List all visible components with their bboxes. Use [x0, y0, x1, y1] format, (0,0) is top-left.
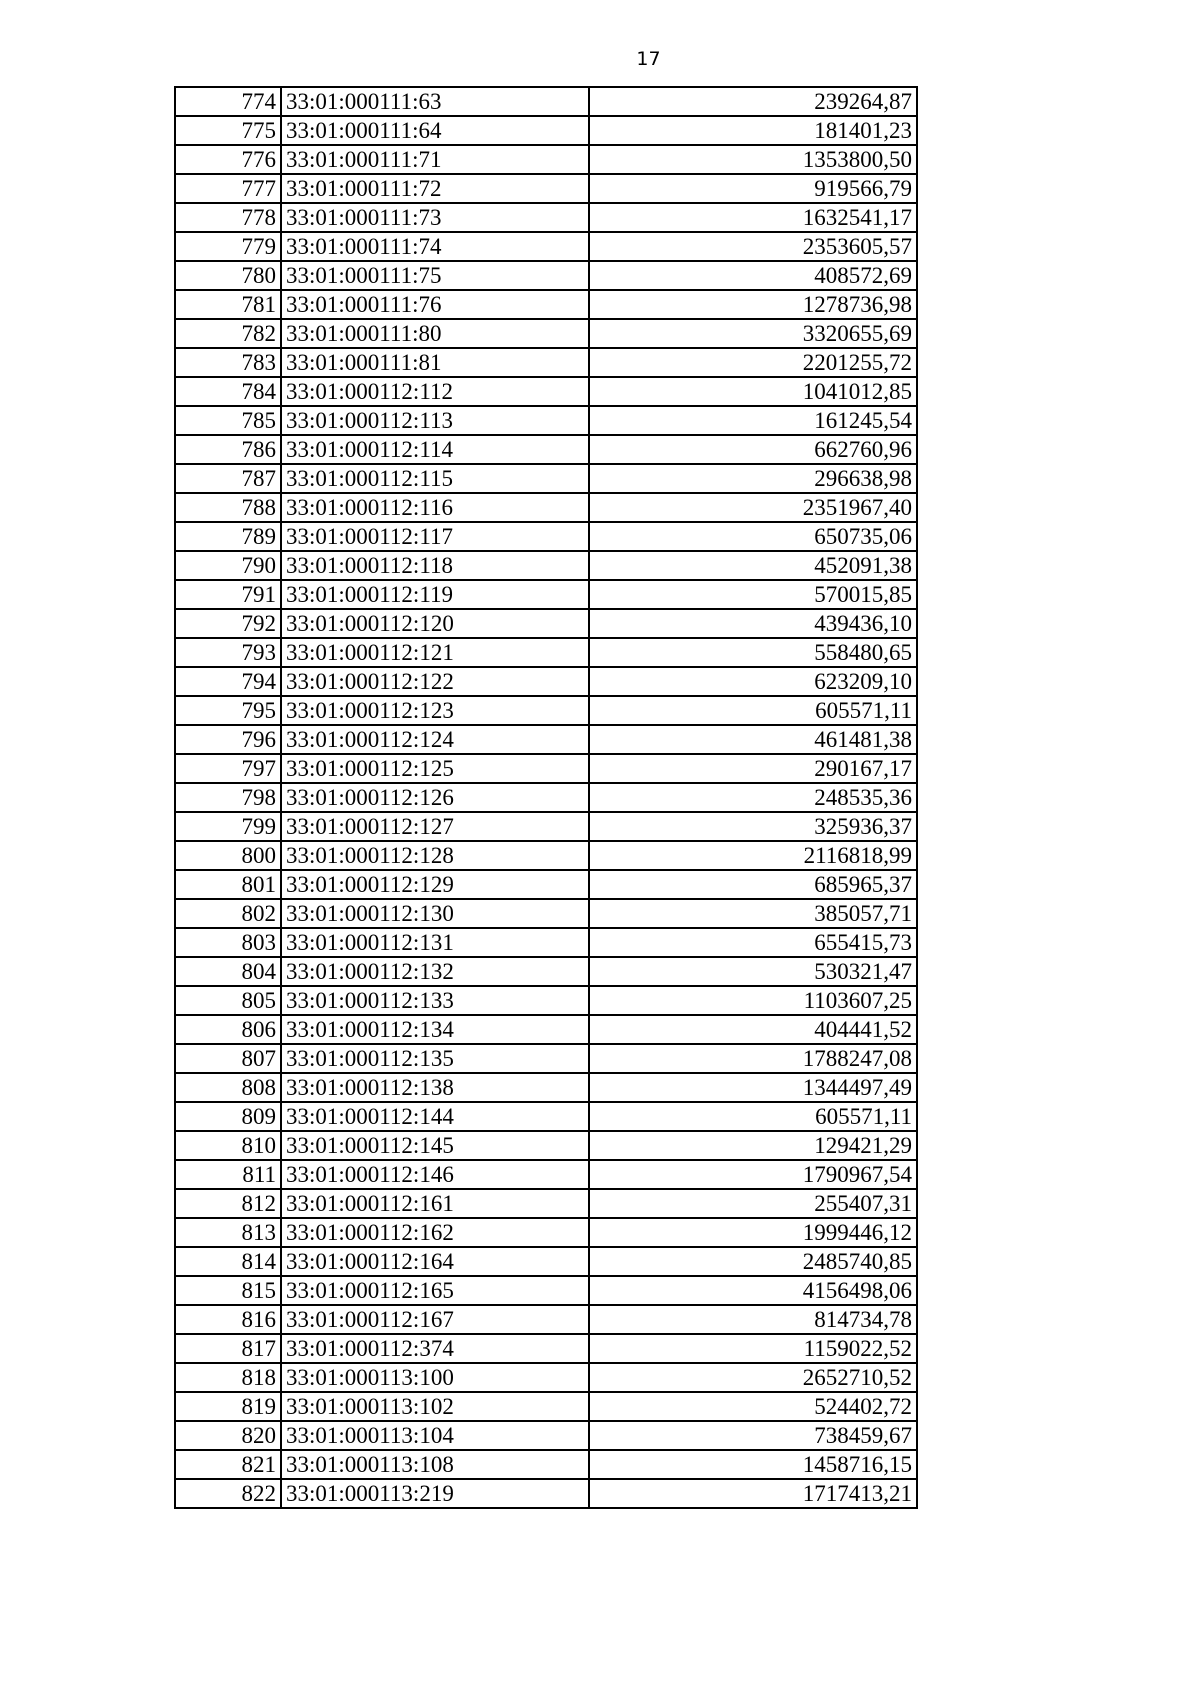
cadastral-value-cell: 385057,71 — [589, 899, 917, 928]
cadastral-number-cell: 33:01:000112:164 — [281, 1247, 589, 1276]
table-row — [175, 1479, 917, 1508]
table-row — [175, 957, 917, 986]
row-number-cell: 806 — [175, 1015, 281, 1044]
cadastral-number-cell: 33:01:000112:133 — [281, 986, 589, 1015]
cadastral-number-cell: 33:01:000112:117 — [281, 522, 589, 551]
table-body — [175, 87, 917, 1508]
cadastral-number-cell: 33:01:000112:146 — [281, 1160, 589, 1189]
cadastral-value-cell: 1790967,54 — [589, 1160, 917, 1189]
cadastral-number-cell: 33:01:000112:161 — [281, 1189, 589, 1218]
cadastral-number-cell: 33:01:000111:75 — [281, 261, 589, 290]
cadastral-number-cell: 33:01:000112:119 — [281, 580, 589, 609]
cadastral-number-cell: 33:01:000112:162 — [281, 1218, 589, 1247]
row-number-cell: 780 — [175, 261, 281, 290]
cadastral-number-cell: 33:01:000112:112 — [281, 377, 589, 406]
cadastral-number-cell: 33:01:000112:126 — [281, 783, 589, 812]
row-number-cell: 791 — [175, 580, 281, 609]
cadastral-number-cell: 33:01:000111:72 — [281, 174, 589, 203]
cadastral-value-cell: 685965,37 — [589, 870, 917, 899]
table-row — [175, 841, 917, 870]
row-number-cell: 784 — [175, 377, 281, 406]
cadastral-value-cell: 530321,47 — [589, 957, 917, 986]
row-number-cell: 785 — [175, 406, 281, 435]
row-number-cell: 798 — [175, 783, 281, 812]
row-number-cell: 813 — [175, 1218, 281, 1247]
row-number-cell: 799 — [175, 812, 281, 841]
cadastral-number-cell: 33:01:000113:102 — [281, 1392, 589, 1421]
table-row — [175, 1073, 917, 1102]
cadastral-number-cell: 33:01:000111:63 — [281, 87, 589, 116]
cadastral-value-cell: 738459,67 — [589, 1421, 917, 1450]
cadastral-value-cell: 439436,10 — [589, 609, 917, 638]
row-number-cell: 781 — [175, 290, 281, 319]
cadastral-value-cell: 650735,06 — [589, 522, 917, 551]
cadastral-value-cell: 655415,73 — [589, 928, 917, 957]
table-row — [175, 899, 917, 928]
table-row — [175, 1160, 917, 1189]
cadastral-value-cell: 1353800,50 — [589, 145, 917, 174]
cadastral-value-cell: 404441,52 — [589, 1015, 917, 1044]
table-row — [175, 1044, 917, 1073]
row-number-cell: 802 — [175, 899, 281, 928]
row-number-cell: 794 — [175, 667, 281, 696]
table-row — [175, 986, 917, 1015]
cadastral-number-cell: 33:01:000112:120 — [281, 609, 589, 638]
cadastral-number-cell: 33:01:000112:113 — [281, 406, 589, 435]
cadastral-value-cell: 2485740,85 — [589, 1247, 917, 1276]
row-number-cell: 819 — [175, 1392, 281, 1421]
table-row — [175, 1305, 917, 1334]
row-number-cell: 807 — [175, 1044, 281, 1073]
cadastral-value-cell: 1458716,15 — [589, 1450, 917, 1479]
table-row — [175, 1189, 917, 1218]
table-row — [175, 1015, 917, 1044]
table-row — [175, 667, 917, 696]
cadastral-number-cell: 33:01:000112:122 — [281, 667, 589, 696]
cadastral-value-cell: 255407,31 — [589, 1189, 917, 1218]
row-number-cell: 777 — [175, 174, 281, 203]
row-number-cell: 788 — [175, 493, 281, 522]
cadastral-number-cell: 33:01:000112:121 — [281, 638, 589, 667]
cadastral-value-table — [174, 86, 918, 1509]
cadastral-number-cell: 33:01:000112:132 — [281, 957, 589, 986]
row-number-cell: 801 — [175, 870, 281, 899]
cadastral-number-cell: 33:01:000112:374 — [281, 1334, 589, 1363]
cadastral-value-cell: 2351967,40 — [589, 493, 917, 522]
cadastral-value-cell: 239264,87 — [589, 87, 917, 116]
cadastral-number-cell: 33:01:000112:138 — [281, 1073, 589, 1102]
table-row — [175, 232, 917, 261]
cadastral-number-cell: 33:01:000111:76 — [281, 290, 589, 319]
row-number-cell: 800 — [175, 841, 281, 870]
cadastral-number-cell: 33:01:000112:129 — [281, 870, 589, 899]
row-number-cell: 817 — [175, 1334, 281, 1363]
cadastral-number-cell: 33:01:000112:127 — [281, 812, 589, 841]
cadastral-value-cell: 290167,17 — [589, 754, 917, 783]
cadastral-number-cell: 33:01:000112:124 — [281, 725, 589, 754]
row-number-cell: 821 — [175, 1450, 281, 1479]
row-number-cell: 786 — [175, 435, 281, 464]
cadastral-number-cell: 33:01:000112:128 — [281, 841, 589, 870]
table-row — [175, 290, 917, 319]
cadastral-number-cell: 33:01:000112:123 — [281, 696, 589, 725]
row-number-cell: 809 — [175, 1102, 281, 1131]
row-number-cell: 814 — [175, 1247, 281, 1276]
table-row — [175, 348, 917, 377]
row-number-cell: 808 — [175, 1073, 281, 1102]
cadastral-number-cell: 33:01:000111:80 — [281, 319, 589, 348]
row-number-cell: 783 — [175, 348, 281, 377]
table-row — [175, 1334, 917, 1363]
table-row — [175, 1247, 917, 1276]
table-row — [175, 870, 917, 899]
cadastral-value-cell: 605571,11 — [589, 1102, 917, 1131]
cadastral-value-cell: 1344497,49 — [589, 1073, 917, 1102]
row-number-cell: 805 — [175, 986, 281, 1015]
cadastral-number-cell: 33:01:000113:100 — [281, 1363, 589, 1392]
cadastral-number-cell: 33:01:000112:125 — [281, 754, 589, 783]
table-row — [175, 551, 917, 580]
cadastral-value-cell: 4156498,06 — [589, 1276, 917, 1305]
cadastral-value-cell: 452091,38 — [589, 551, 917, 580]
cadastral-value-cell: 662760,96 — [589, 435, 917, 464]
row-number-cell: 822 — [175, 1479, 281, 1508]
cadastral-value-cell: 2353605,57 — [589, 232, 917, 261]
cadastral-number-cell: 33:01:000111:64 — [281, 116, 589, 145]
cadastral-number-cell: 33:01:000112:165 — [281, 1276, 589, 1305]
cadastral-value-cell: 919566,79 — [589, 174, 917, 203]
cadastral-number-cell: 33:01:000111:73 — [281, 203, 589, 232]
cadastral-value-cell: 181401,23 — [589, 116, 917, 145]
table-row — [175, 1102, 917, 1131]
row-number-cell: 812 — [175, 1189, 281, 1218]
row-number-cell: 775 — [175, 116, 281, 145]
table-row — [175, 928, 917, 957]
table-row — [175, 493, 917, 522]
cadastral-number-cell: 33:01:000112:114 — [281, 435, 589, 464]
cadastral-number-cell: 33:01:000112:115 — [281, 464, 589, 493]
page-number: 17 — [636, 48, 661, 70]
cadastral-number-cell: 33:01:000112:118 — [281, 551, 589, 580]
cadastral-value-cell: 1278736,98 — [589, 290, 917, 319]
cadastral-number-cell: 33:01:000112:130 — [281, 899, 589, 928]
cadastral-value-cell: 325936,37 — [589, 812, 917, 841]
cadastral-number-cell: 33:01:000112:116 — [281, 493, 589, 522]
cadastral-number-cell: 33:01:000112:145 — [281, 1131, 589, 1160]
cadastral-value-cell: 1999446,12 — [589, 1218, 917, 1247]
row-number-cell: 792 — [175, 609, 281, 638]
row-number-cell: 774 — [175, 87, 281, 116]
table-row — [175, 261, 917, 290]
table-row — [175, 203, 917, 232]
table-row — [175, 406, 917, 435]
table-row — [175, 812, 917, 841]
table-row — [175, 1276, 917, 1305]
cadastral-value-cell: 1103607,25 — [589, 986, 917, 1015]
table-row — [175, 754, 917, 783]
cadastral-number-cell: 33:01:000111:71 — [281, 145, 589, 174]
row-number-cell: 816 — [175, 1305, 281, 1334]
row-number-cell: 778 — [175, 203, 281, 232]
table-row — [175, 87, 917, 116]
row-number-cell: 811 — [175, 1160, 281, 1189]
row-number-cell: 789 — [175, 522, 281, 551]
cadastral-number-cell: 33:01:000112:167 — [281, 1305, 589, 1334]
row-number-cell: 787 — [175, 464, 281, 493]
table-row — [175, 1131, 917, 1160]
cadastral-number-cell: 33:01:000112:135 — [281, 1044, 589, 1073]
table-row — [175, 1421, 917, 1450]
cadastral-value-cell: 296638,98 — [589, 464, 917, 493]
table-row — [175, 1450, 917, 1479]
cadastral-value-cell: 570015,85 — [589, 580, 917, 609]
cadastral-number-cell: 33:01:000113:108 — [281, 1450, 589, 1479]
table-row — [175, 174, 917, 203]
cadastral-value-cell: 605571,11 — [589, 696, 917, 725]
table-row — [175, 116, 917, 145]
cadastral-number-cell: 33:01:000113:104 — [281, 1421, 589, 1450]
cadastral-value-cell: 1717413,21 — [589, 1479, 917, 1508]
cadastral-value-cell: 129421,29 — [589, 1131, 917, 1160]
cadastral-value-cell: 1788247,08 — [589, 1044, 917, 1073]
cadastral-value-cell: 1159022,52 — [589, 1334, 917, 1363]
cadastral-number-cell: 33:01:000112:131 — [281, 928, 589, 957]
table-row — [175, 464, 917, 493]
row-number-cell: 790 — [175, 551, 281, 580]
row-number-cell: 803 — [175, 928, 281, 957]
table-row — [175, 377, 917, 406]
table-row — [175, 1392, 917, 1421]
table-row — [175, 609, 917, 638]
row-number-cell: 782 — [175, 319, 281, 348]
cadastral-number-cell: 33:01:000112:134 — [281, 1015, 589, 1044]
row-number-cell: 815 — [175, 1276, 281, 1305]
cadastral-value-cell: 1632541,17 — [589, 203, 917, 232]
row-number-cell: 804 — [175, 957, 281, 986]
cadastral-value-cell: 2652710,52 — [589, 1363, 917, 1392]
cadastral-value-cell: 623209,10 — [589, 667, 917, 696]
cadastral-value-cell: 3320655,69 — [589, 319, 917, 348]
cadastral-value-cell: 461481,38 — [589, 725, 917, 754]
row-number-cell: 820 — [175, 1421, 281, 1450]
row-number-cell: 779 — [175, 232, 281, 261]
table-row — [175, 319, 917, 348]
row-number-cell: 793 — [175, 638, 281, 667]
row-number-cell: 776 — [175, 145, 281, 174]
cadastral-value-cell: 1041012,85 — [589, 377, 917, 406]
cadastral-number-cell: 33:01:000111:74 — [281, 232, 589, 261]
row-number-cell: 796 — [175, 725, 281, 754]
table-row — [175, 435, 917, 464]
row-number-cell: 810 — [175, 1131, 281, 1160]
cadastral-value-cell: 161245,54 — [589, 406, 917, 435]
table-row — [175, 696, 917, 725]
table-row — [175, 580, 917, 609]
cadastral-value-cell: 558480,65 — [589, 638, 917, 667]
cadastral-value-cell: 814734,78 — [589, 1305, 917, 1334]
table-row — [175, 145, 917, 174]
table-row — [175, 1363, 917, 1392]
cadastral-value-cell: 2201255,72 — [589, 348, 917, 377]
table-row — [175, 1218, 917, 1247]
row-number-cell: 797 — [175, 754, 281, 783]
cadastral-value-cell: 524402,72 — [589, 1392, 917, 1421]
cadastral-number-cell: 33:01:000112:144 — [281, 1102, 589, 1131]
cadastral-value-cell: 248535,36 — [589, 783, 917, 812]
cadastral-number-cell: 33:01:000111:81 — [281, 348, 589, 377]
table-row — [175, 638, 917, 667]
table-row — [175, 725, 917, 754]
table-row — [175, 783, 917, 812]
row-number-cell: 795 — [175, 696, 281, 725]
cadastral-value-cell: 2116818,99 — [589, 841, 917, 870]
cadastral-number-cell: 33:01:000113:219 — [281, 1479, 589, 1508]
row-number-cell: 818 — [175, 1363, 281, 1392]
table-row — [175, 522, 917, 551]
cadastral-value-cell: 408572,69 — [589, 261, 917, 290]
